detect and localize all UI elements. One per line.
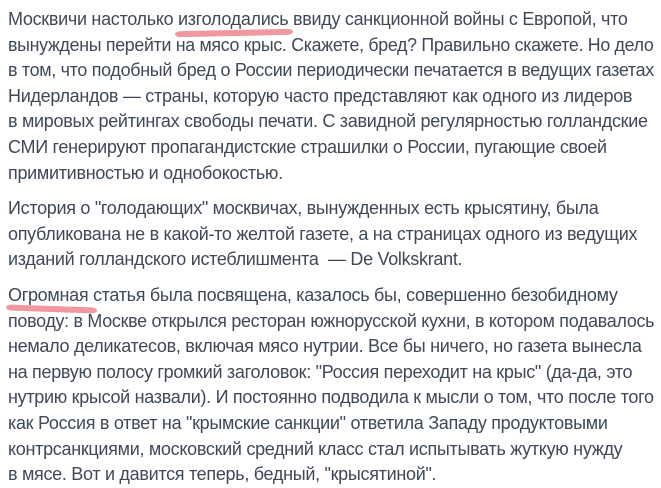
text-line [8, 437, 654, 463]
text-line [8, 283, 654, 309]
text-line [8, 385, 654, 411]
text-run: в том, что подобный бред о России периодически печатается в ведущих газетах [8, 60, 654, 81]
text-run: СМИ генерируют пропагандистские страшилки о России, пугающие своей [8, 136, 607, 157]
text-run: статья была посвящена, казалось бы, совершенно безобидному [88, 284, 618, 305]
text-run: как Россия в ответ на "крымские санкции" ответила Западу продуктовыми [8, 412, 608, 433]
text-run: примитивностью и однобокостью. [8, 162, 283, 183]
text-run: нутрию крысой назвали). И постоянно подводила к мысли о том, что после того [8, 387, 654, 408]
text-line [8, 196, 654, 222]
text-line [8, 360, 654, 386]
text-line [8, 58, 654, 84]
text-run: История о "голодающих" москвичах, вынужденных есть крысятину, была [8, 198, 599, 219]
text-run: опубликована не в какой-то желтой газете, а на страницах одного из ведущих [8, 223, 638, 244]
text-line [8, 7, 654, 33]
text-line [8, 135, 654, 161]
text-run: в мясе. Вот и давится теперь, бедный, "крысятиной". [8, 464, 437, 485]
text-run: Москвичи настолько [8, 9, 179, 29]
marked-word: Огромная [8, 284, 89, 305]
text-line [8, 309, 655, 335]
text-line [8, 33, 654, 59]
text-run: контрсанкциями, московский средний класс стал испытывать жуткую нужду [8, 438, 623, 459]
text-run: Нидерландов — страны, которую часто представляют как одного из лидеров [8, 85, 633, 106]
text-run: изданий голландского истеблишмента — De Volkskrant. [8, 249, 463, 270]
text-run: в мировых рейтингах свободы печати. С завидной регулярностью голландские [8, 111, 648, 132]
text-run: вынуждены перейти на мясо крыс. Скажете, бред? Правильно скажете. Но дело [8, 34, 654, 55]
paragraph [8, 196, 654, 273]
text-line [8, 334, 654, 360]
article-body [8, 7, 654, 488]
text-run: на первую полосу громкий заголовок: "Россия переходит на крыс" (да-да, это [8, 361, 633, 382]
text-line [8, 222, 654, 248]
text-run: немало деликатесов, включая мясо нутрии. Все бы ничего, но газета вынесла [8, 336, 642, 357]
text-line [8, 462, 654, 488]
text-line [8, 84, 654, 110]
text-line [8, 109, 654, 135]
text-line [8, 247, 654, 273]
paragraph [8, 7, 654, 186]
text-line [8, 161, 654, 187]
marked-word: изголодались [178, 9, 289, 29]
text-line [8, 411, 654, 437]
text-run: ввиду санкционной войны с Европой, что [288, 9, 628, 29]
text-run: поводу: в Москве открылся ресторан южнорусской кухни, в котором подавалось [8, 310, 655, 331]
paragraph [8, 283, 654, 488]
